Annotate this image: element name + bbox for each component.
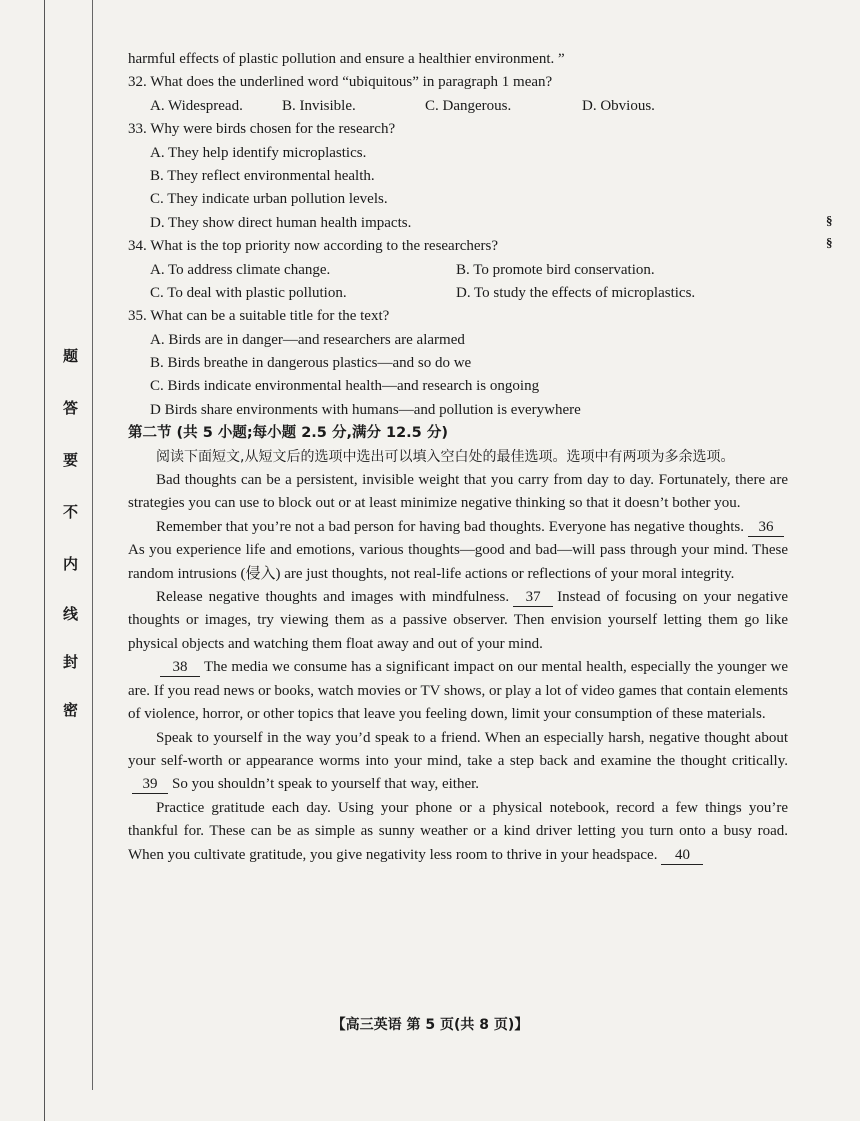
option-b[interactable]: B. They reflect environmental health. <box>150 167 375 184</box>
option-a[interactable]: A. Widespread. <box>150 97 243 114</box>
seal-char: 题 <box>63 347 79 365</box>
paragraph-text: Remember that you’re not a bad person for having bad thoughts. Everyone has negative thoughts. <box>156 518 744 535</box>
page-content <box>128 48 788 867</box>
question-32-options <box>128 95 788 118</box>
paragraph-text: As you experience life and emotions, various thoughts—good and bad—will pass through your mind. These random intrusions (侵入) are just thoughts, not real-life actions or reflections of your moral integrity. <box>128 542 788 582</box>
paragraph-text: Instead of focusing on your negative thoughts or images, try viewing them as a passive observer. Then envision yourself letting them go like physical objects and watching them float away and out of your mind. <box>128 589 788 652</box>
option-c[interactable]: C. To deal with plastic pollution. <box>150 284 347 301</box>
edge-mark: § <box>826 235 833 250</box>
paragraph-text: Speak to yourself in the way you’d speak to a friend. When an especially harsh, negative thought about your self-worth or appearance worms into your mind, take a step back and examine the thought critically. <box>128 729 788 769</box>
option-b[interactable]: B. To promote bird conservation. <box>456 261 655 278</box>
page-footer: 【高三英语 第 5 页(共 8 页)】 <box>331 1017 529 1033</box>
question-34-options-row1 <box>128 259 788 282</box>
question-34-stem: 34. What is the top priority now according to the researchers? <box>128 238 499 255</box>
question-32-stem: 32. What does the underlined word “ubiquitous” in paragraph 1 mean? <box>128 74 553 91</box>
blank-40[interactable]: 40 <box>661 846 703 865</box>
paragraph-5 <box>128 727 788 797</box>
option-a[interactable]: A. To address climate change. <box>150 261 331 278</box>
blank-36[interactable]: 36 <box>748 518 784 537</box>
option-c[interactable]: C. Birds indicate environmental health—and research is ongoing <box>150 378 540 395</box>
question-35-stem: 35. What can be a suitable title for the text? <box>128 308 390 325</box>
option-d[interactable]: D. Obvious. <box>582 97 655 114</box>
passage-ending: harmful effects of plastic pollution and ensure a healthier environment. ” <box>128 51 565 67</box>
option-d[interactable]: D. They show direct human health impacts. <box>150 214 412 231</box>
seal-char: 密 <box>63 701 79 719</box>
option-c[interactable]: C. They indicate urban pollution levels. <box>150 191 388 208</box>
seal-char: 线 <box>63 605 79 623</box>
seal-char: 不 <box>63 503 79 521</box>
blank-37[interactable]: 37 <box>513 588 553 607</box>
option-a[interactable]: A. Birds are in danger—and researchers are alarmed <box>150 331 465 348</box>
option-d[interactable]: D. To study the effects of microplastics. <box>456 284 696 301</box>
question-34-options-row2 <box>128 282 788 305</box>
seal-char: 答 <box>63 399 79 417</box>
right-edge-marks <box>826 210 833 254</box>
option-d[interactable]: D Birds share environments with humans—and pollution is everywhere <box>150 401 581 418</box>
option-b[interactable]: B. Invisible. <box>282 97 356 114</box>
seal-char: 内 <box>63 555 79 573</box>
paragraph-4 <box>128 656 788 726</box>
blank-38[interactable]: 38 <box>160 658 200 677</box>
option-b[interactable]: B. Birds breathe in dangerous plastics—and so do we <box>150 355 472 372</box>
option-a[interactable]: A. They help identify microplastics. <box>150 144 367 161</box>
section-heading: 第二节 (共 5 小题;每小题 2.5 分,满分 12.5 分) <box>128 425 448 442</box>
option-c[interactable]: C. Dangerous. <box>425 97 512 114</box>
paragraph-1: Bad thoughts can be a persistent, invisible weight that you carry from day to day. Fortunately, there are strategies you can use to block out or at least minimize negative thinking so that it doesn’t bother you. <box>128 472 788 512</box>
paragraph-text: Practice gratitude each day. Using your phone or a physical notebook, record a few things you’re thankful for. These can be as simple as sunny weather or a kind driver letting you turn onto a busy road. When you cultivate gratitude, you give negativity less room to thrive in your headspace. <box>128 799 788 863</box>
blank-39[interactable]: 39 <box>132 775 168 794</box>
paragraph-text: So you shouldn’t speak to yourself that way, either. <box>172 776 480 793</box>
question-33-stem: 33. Why were birds chosen for the research? <box>128 121 396 138</box>
section-instruction: 阅读下面短文,从短文后的选项中选出可以填入空白处的最佳选项。选项中有两项为多余选项。 <box>156 448 735 465</box>
margin-line-inner <box>92 0 93 1090</box>
edge-mark: § <box>826 213 833 228</box>
paragraph-3 <box>128 586 788 656</box>
paragraph-text: Release negative thoughts and images with mindfulness. <box>156 589 510 606</box>
seal-char: 封 <box>63 653 79 671</box>
margin-line-outer <box>44 0 45 1121</box>
paragraph-text: The media we consume has a significant impact on our mental health, especially the younger we are. If you read news or books, watch movies or TV shows, or play a lot of video games that contain elements of violence, horror, or other topics that leave you feeling down, limit your consumption of these materials. <box>128 659 788 723</box>
paragraph-6 <box>128 797 788 867</box>
seal-char: 要 <box>63 451 79 469</box>
paragraph-2 <box>128 516 788 586</box>
